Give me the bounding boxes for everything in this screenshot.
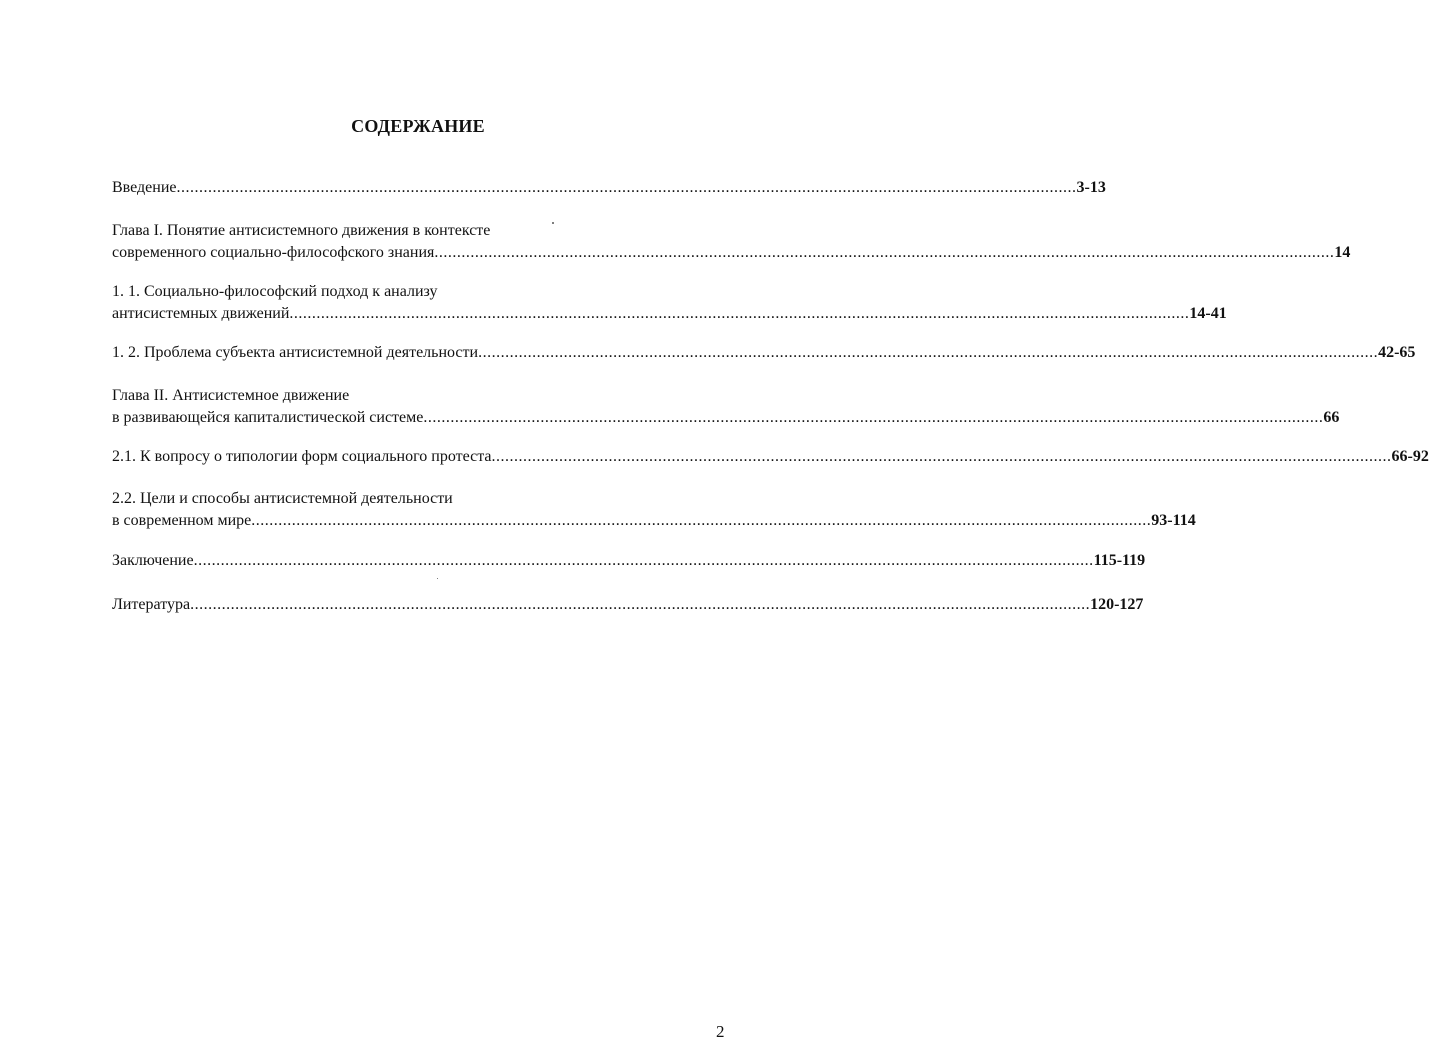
toc-entry-conclusion xyxy=(112,550,1146,572)
toc-leader-dots: ........................................................................................................................................................................................................ xyxy=(190,596,1091,613)
toc-entry-section-1-1 xyxy=(112,281,1227,325)
scan-speck xyxy=(552,222,554,224)
toc-entry-text: в современном мире xyxy=(112,512,252,529)
toc-leader-dots: ........................................................................................................................................................................................................ xyxy=(423,409,1324,426)
toc-entry-page: 42-65 xyxy=(1378,344,1416,361)
toc-entry-page: 66-92 xyxy=(1391,448,1429,465)
toc-entry-page: 66 xyxy=(1323,409,1340,426)
toc-entry-section-1-2 xyxy=(112,342,1416,364)
toc-entry-last-line xyxy=(112,550,1146,572)
toc-entry-text: Литература xyxy=(112,596,191,613)
toc-leader-dots: ........................................................................................................................................................................................................ xyxy=(193,552,1094,569)
toc-entry-page: 14 xyxy=(1334,244,1351,261)
toc-entry-last-line xyxy=(112,342,1416,364)
toc-entry-text: 1. 2. Проблема субъекта антисистемной деятельности xyxy=(112,344,479,361)
toc-entry-last-line xyxy=(112,446,1429,468)
toc-entry-text: Заключение xyxy=(112,552,194,569)
toc-entry-chapter-2 xyxy=(112,385,1340,429)
toc-entry-last-line xyxy=(112,177,1106,199)
toc-entry-line: 1. 1. Социально-философский подход к анализу xyxy=(112,283,438,300)
toc-leader-dots: ........................................................................................................................................................................................................ xyxy=(434,244,1335,261)
toc-leader-dots: ........................................................................................................................................................................................................ xyxy=(251,512,1152,529)
toc-entry-section-2-2 xyxy=(112,488,1196,532)
toc-leader-dots: ........................................................................................................................................................................................................ xyxy=(176,179,1077,196)
page-number: 2 xyxy=(716,1022,725,1041)
toc-entry-page: 14-41 xyxy=(1189,305,1227,322)
toc-entry-text: Введение xyxy=(112,179,177,196)
toc-entry-text: современного социально-философского знания xyxy=(112,244,435,261)
toc-entry-last-line xyxy=(112,510,1196,532)
toc-entry-page: 3-13 xyxy=(1076,179,1106,196)
toc-entry-last-line xyxy=(112,407,1340,429)
toc-entry-page: 115-119 xyxy=(1093,552,1146,569)
toc-leader-dots: ........................................................................................................................................................................................................ xyxy=(289,305,1190,322)
toc-entry-page: 120-127 xyxy=(1090,596,1144,613)
toc-entry-line: Глава I. Понятие антисистемного движения в контексте xyxy=(112,222,491,239)
toc-entry-line: Глава II. Антисистемное движение xyxy=(112,387,350,404)
toc-leader-dots: ........................................................................................................................................................................................................ xyxy=(491,448,1392,465)
toc-entry-last-line xyxy=(112,303,1227,325)
toc-entry-last-line xyxy=(112,594,1144,616)
toc-entry-line: 2.2. Цели и способы антисистемной деятельности xyxy=(112,490,453,507)
toc-leader-dots: ........................................................................................................................................................................................................ xyxy=(478,344,1379,361)
toc-entry-introduction xyxy=(112,177,1106,199)
toc-entry-text: в развивающейся капиталистической системе xyxy=(112,409,424,426)
toc-entry-chapter-1 xyxy=(112,220,1351,264)
toc-entry-text: антисистемных движений xyxy=(112,305,290,322)
toc-entry-section-2-1 xyxy=(112,446,1429,468)
toc-entry-last-line xyxy=(112,242,1351,264)
scan-speck xyxy=(437,578,438,579)
toc-entry-page: 93-114 xyxy=(1151,512,1196,529)
toc-title: СОДЕРЖАНИЕ xyxy=(351,116,485,136)
toc-entry-text: 2.1. К вопросу о типологии форм социального протеста xyxy=(112,448,492,465)
toc-entry-bibliography xyxy=(112,594,1144,616)
